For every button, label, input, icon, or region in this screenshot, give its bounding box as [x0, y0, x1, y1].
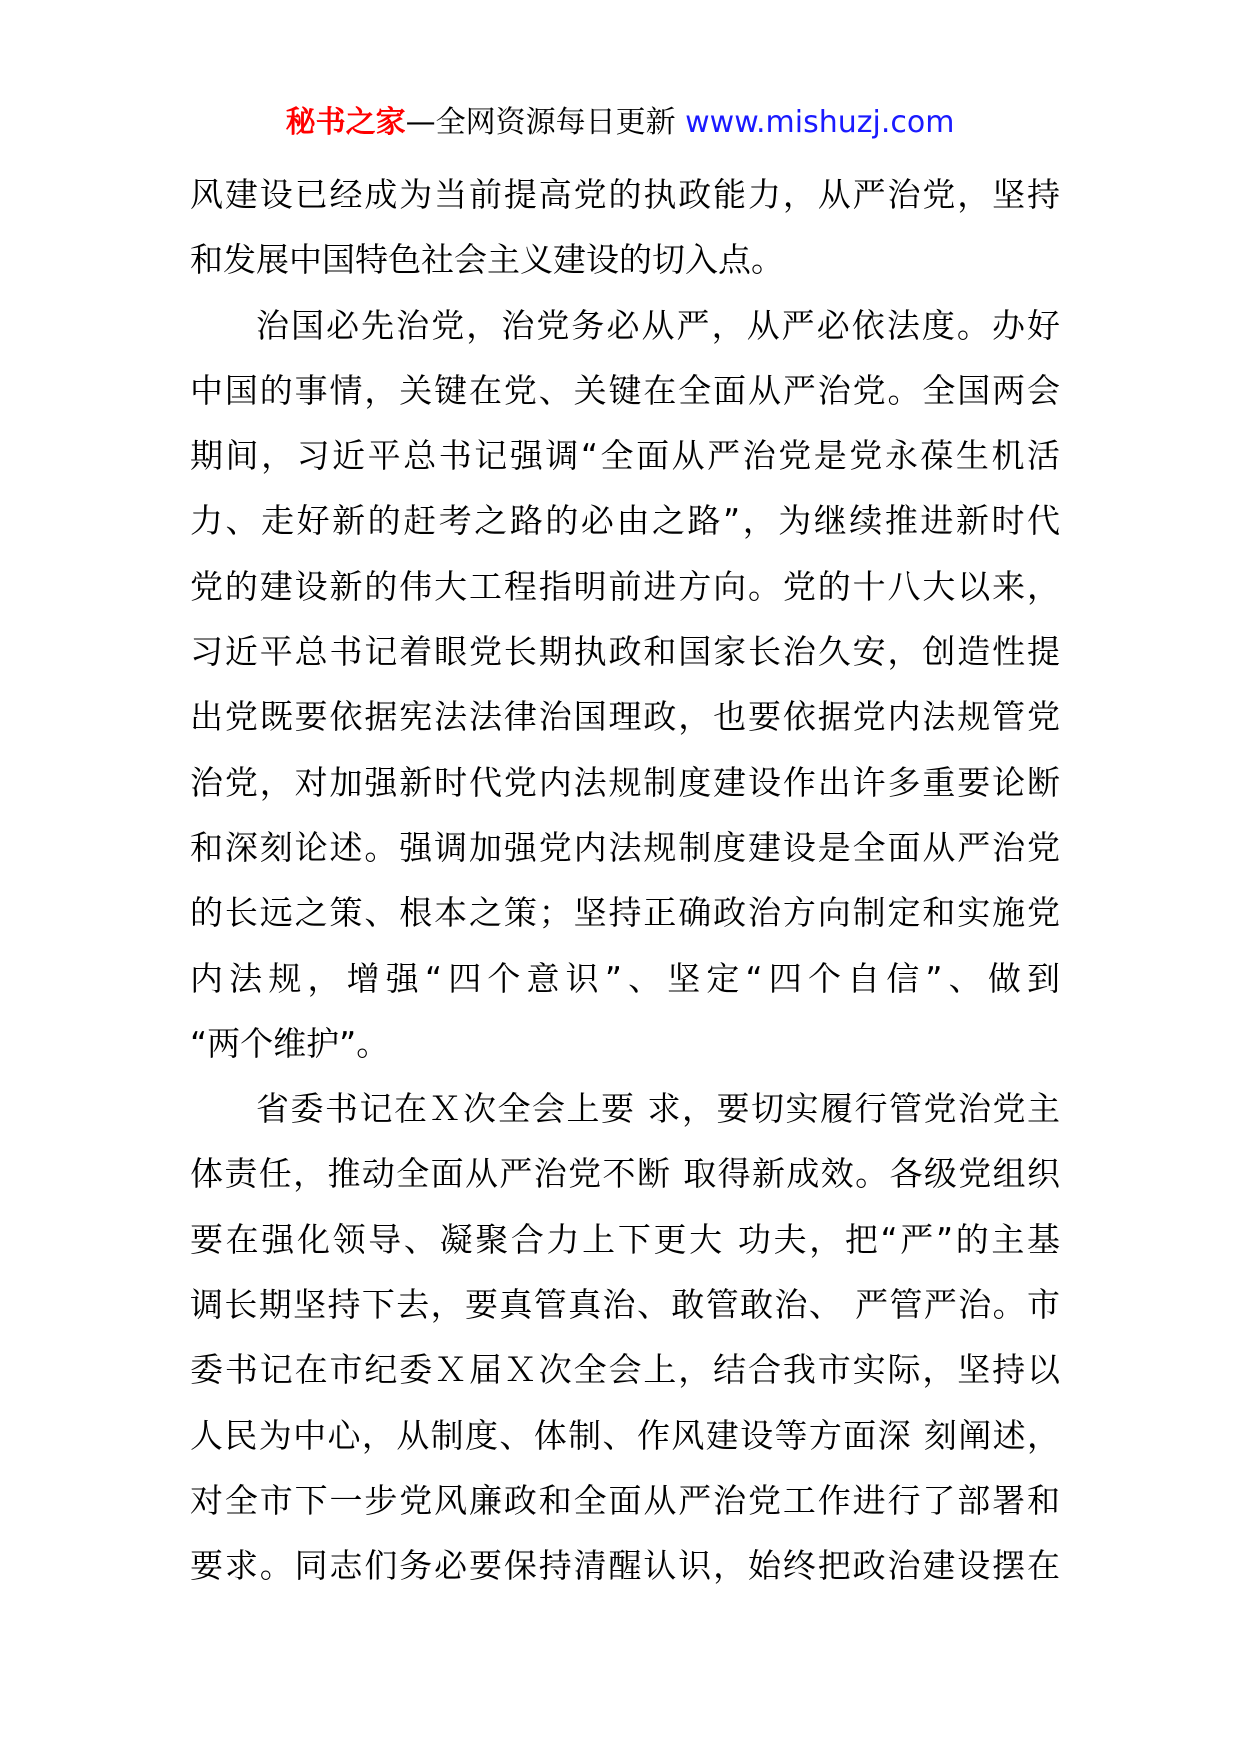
text-line: 风建设已经成为当前提高党的执政能力，从严治党，坚持 [190, 175, 1060, 214]
text-line: 和深刻论述。强调加强党内法规制度建设是全面从严治党 [190, 827, 1060, 867]
watermark-header [0, 100, 1240, 146]
text-line: 委书记在市纪委Ｘ届Ｘ次全会上，结合我市实际，坚持以 [190, 1350, 1060, 1390]
text-line: “两个维护”。 [190, 1023, 390, 1063]
text-line: 党的建设新的伟大工程指明前进方向。党的十八大以来， [190, 566, 1060, 606]
header-tagline: —全网资源每日更新 [405, 105, 686, 140]
text-line: 的长远之策、根本之策；坚持正确政治方向制定和实施党 [190, 893, 1060, 933]
text-line: 要求。同志们务必要保持清醒认识，始终把政治建设摆在 [190, 1546, 1060, 1586]
text-line: 习近平总书记着眼党长期执政和国家长治久安，创造性提 [190, 632, 1060, 672]
site-url-link[interactable]: www.mishuzj.com [685, 105, 955, 140]
text-line: 体责任，推动全面从严治党不断 取得新成效。各级党组织 [190, 1154, 1060, 1194]
text-line: 调长期坚持下去，要真管真治、敢管敢治、 严管严治。市 [190, 1285, 1060, 1325]
text-line: 中国的事情，关键在党、关键在全面从严治党。全国两会 [190, 370, 1060, 410]
text-line: 要在强化领导、凝聚合力上下更大 功夫，把“严”的主基 [190, 1219, 1060, 1259]
text-line: 对全市下一步党风廉政和全面从严治党工作进行了部署和 [190, 1480, 1060, 1520]
text-line: 人民为中心，从制度、体制、作风建设等方面深 刻阐述， [190, 1415, 1060, 1455]
text-line: 出党既要依据宪法法律治国理政，也要依据党内法规管党 [190, 697, 1060, 737]
text-line: 内法规，增强“四个意识”、坚定“四个自信”、做到 [190, 958, 1060, 998]
text-line: 治党，对加强新时代党内法规制度建设作出许多重要论断 [190, 762, 1060, 802]
text-line: 期间，习近平总书记强调“全面从严治党是党永葆生机活 [190, 436, 1060, 476]
brand-name: 秘书之家 [285, 105, 406, 140]
paragraph-first-line: 省委书记在Ｘ次全会上要 求，要切实履行管党治党主 [256, 1089, 1060, 1129]
text-line: 力、走好新的赶考之路的必由之路”，为继续推进新时代 [190, 501, 1060, 541]
text-line: 和发展中国特色社会主义建设的切入点。 [190, 240, 784, 280]
document-body [190, 162, 1060, 1599]
paragraph-first-line: 治国必先治党，治党务必从严，从严必依法度。办好 [256, 305, 1060, 345]
